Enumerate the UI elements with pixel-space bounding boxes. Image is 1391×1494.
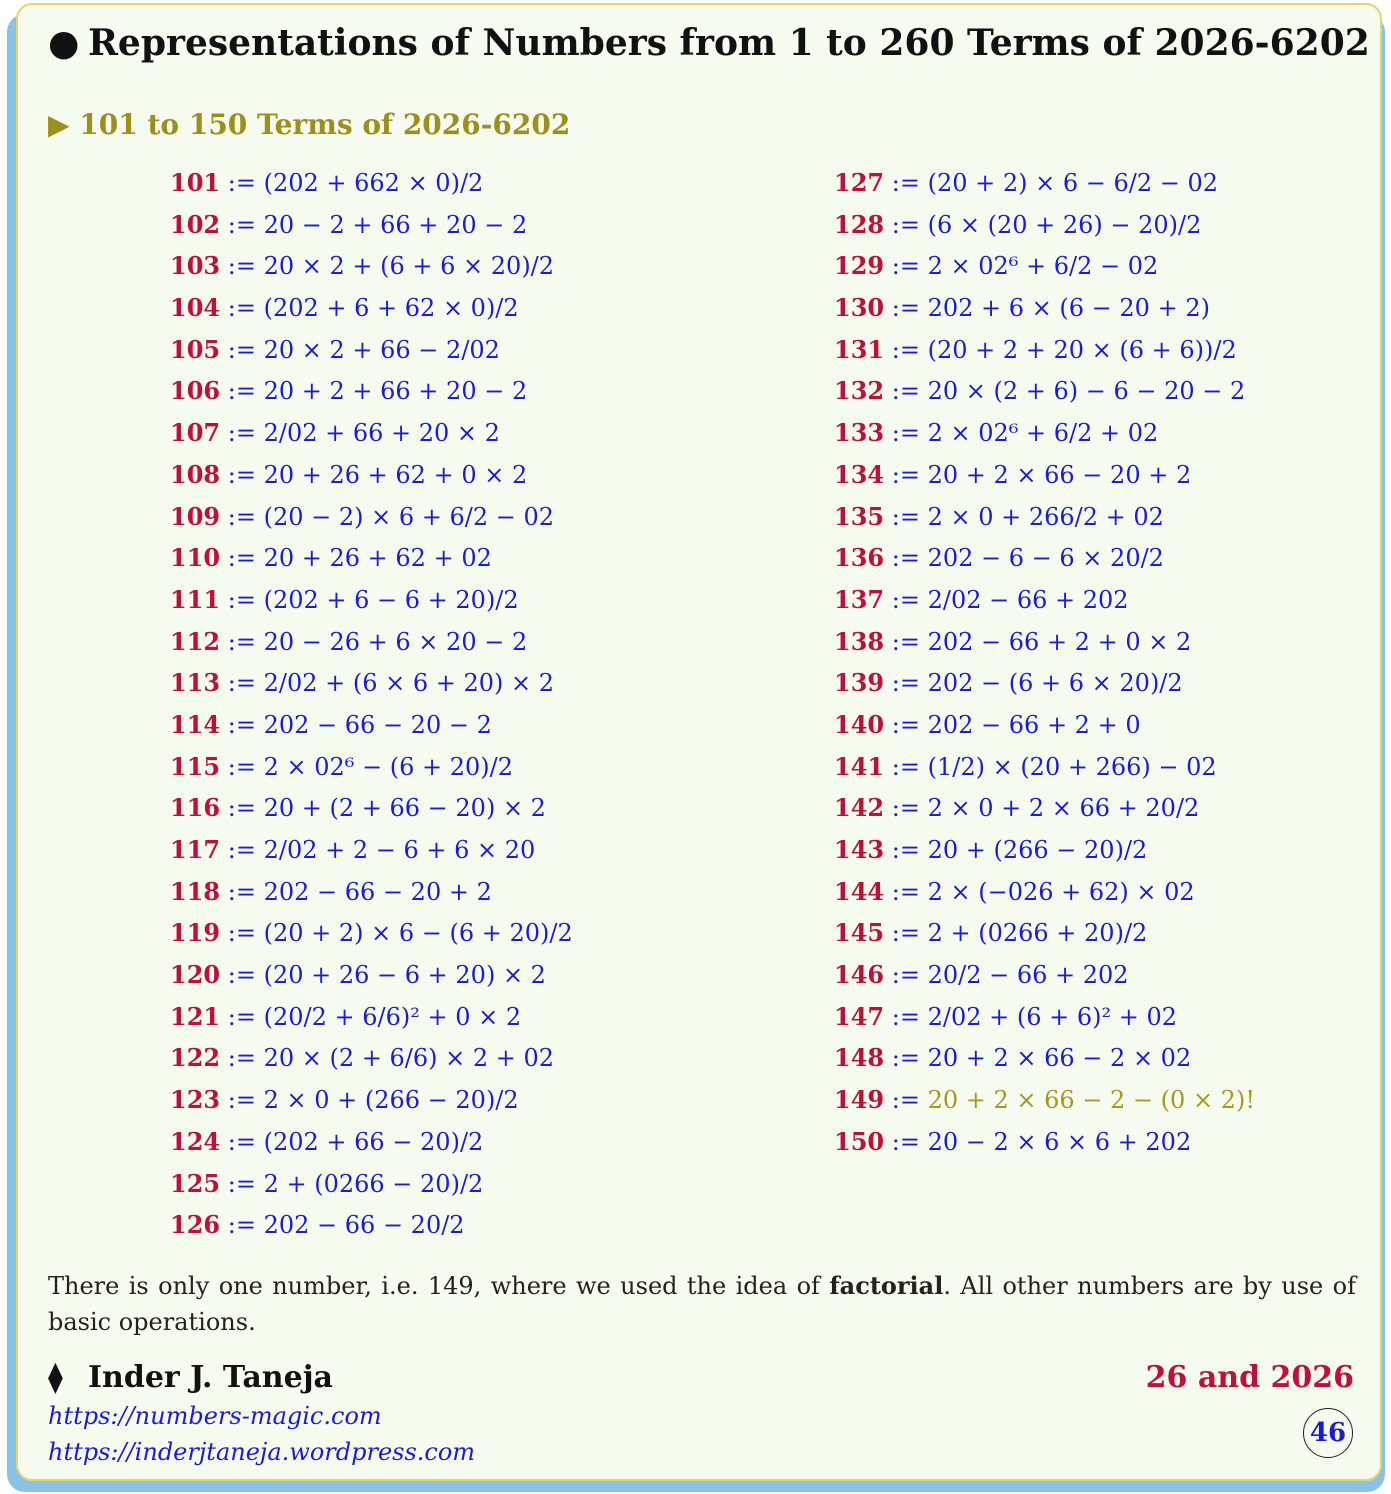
assign-symbol: := <box>227 710 256 739</box>
term-row <box>834 704 1255 746</box>
assign-symbol: := <box>227 210 256 239</box>
term-expression: 202 + 6 × (6 − 20 + 2) <box>927 294 1210 323</box>
term-row <box>834 496 1255 538</box>
term-expression: 2 × (−026 + 62) × 02 <box>927 877 1195 906</box>
term-expression: 20 + 26 + 62 + 02 <box>263 544 492 573</box>
term-expression: (20 + 2 + 20 × (6 + 6))/2 <box>927 335 1237 364</box>
right-column <box>834 162 1255 1163</box>
term-expression: 2 × 0 + 266/2 + 02 <box>927 502 1164 531</box>
term-expression: (20 − 2) × 6 + 6/2 − 02 <box>263 502 555 531</box>
assign-symbol: := <box>227 1211 256 1240</box>
assign-symbol: := <box>227 919 256 948</box>
term-expression: 2/02 + 2 − 6 + 6 × 20 <box>263 836 536 864</box>
assign-symbol: := <box>891 1002 920 1031</box>
term-expression: 2/02 + (6 + 6)² + 02 <box>927 1002 1178 1031</box>
term-number: 143 <box>834 835 885 864</box>
term-row <box>170 746 573 788</box>
assign-symbol: := <box>227 544 256 573</box>
term-row <box>834 621 1255 663</box>
assign-symbol: := <box>891 794 920 823</box>
term-number: 113 <box>170 668 221 698</box>
term-row <box>170 412 573 454</box>
assign-symbol: := <box>227 627 256 656</box>
term-number: 103 <box>170 251 221 281</box>
assign-symbol: := <box>891 961 920 990</box>
term-expression: (202 + 66 − 20)/2 <box>263 1127 484 1156</box>
assign-symbol: := <box>891 544 920 573</box>
term-row <box>170 829 573 871</box>
term-number: 141 <box>834 751 885 781</box>
term-row <box>834 412 1255 454</box>
term-expression: 2/02 − 66 + 202 <box>927 585 1129 614</box>
term-expression: 2 + (0266 − 20)/2 <box>263 1169 484 1198</box>
note-after: . All other numbers are by use of basic operations. <box>48 1272 1356 1336</box>
term-number: 145 <box>834 918 885 948</box>
term-row <box>834 787 1255 829</box>
assign-symbol: := <box>227 1086 256 1115</box>
term-row <box>834 1121 1255 1163</box>
term-expression: 20 − 26 + 6 × 20 − 2 <box>263 627 528 656</box>
term-row <box>170 912 573 954</box>
term-row <box>834 454 1255 496</box>
term-row <box>834 1037 1255 1079</box>
assign-symbol: := <box>227 1169 256 1198</box>
term-number: 116 <box>170 793 221 823</box>
term-number: 112 <box>170 626 221 656</box>
assign-symbol: := <box>227 794 256 823</box>
term-expression: (1/2) × (20 + 266) − 02 <box>927 752 1217 781</box>
term-row <box>834 204 1255 246</box>
term-number: 111 <box>170 584 221 614</box>
term-expression: 20 + (266 − 20)/2 <box>927 836 1148 864</box>
assign-symbol: := <box>227 669 256 698</box>
term-expression: 202 − (6 + 6 × 20)/2 <box>927 669 1183 698</box>
assign-symbol: := <box>891 419 920 448</box>
term-number: 148 <box>834 1043 885 1073</box>
term-row <box>170 454 573 496</box>
assign-symbol: := <box>227 294 256 323</box>
term-row <box>834 954 1255 996</box>
note-paragraph <box>48 1268 1356 1340</box>
assign-symbol: := <box>227 752 256 781</box>
term-expression: 20 + 26 + 62 + 0 × 2 <box>263 460 528 489</box>
term-expression: 20 × 2 + 66 − 2/02 <box>263 335 500 364</box>
link-wordpress[interactable]: https://inderjtaneja.wordpress.com <box>48 1438 476 1466</box>
term-expression: 20 × (2 + 6) − 6 − 20 − 2 <box>927 377 1246 406</box>
term-number: 118 <box>170 876 221 906</box>
assign-symbol: := <box>891 919 920 948</box>
term-number: 127 <box>834 168 885 197</box>
term-row <box>170 621 573 663</box>
term-expression: 20 × (2 + 6/6) × 2 + 02 <box>263 1044 555 1073</box>
term-expression: 20 − 2 + 66 + 20 − 2 <box>263 210 528 239</box>
term-number: 137 <box>834 584 885 614</box>
term-expression: (202 + 6 − 6 + 20)/2 <box>263 585 519 614</box>
term-number: 105 <box>170 334 221 364</box>
term-expression: 202 − 66 + 2 + 0 <box>927 710 1141 739</box>
assign-symbol: := <box>227 1127 256 1156</box>
term-number: 130 <box>834 293 885 323</box>
term-row <box>834 662 1255 704</box>
term-number: 124 <box>170 1126 221 1156</box>
term-number: 150 <box>834 1126 885 1156</box>
assign-symbol: := <box>227 335 256 364</box>
term-row <box>170 1079 573 1121</box>
term-number: 120 <box>170 960 221 990</box>
term-number: 109 <box>170 501 221 531</box>
term-expression: 20 × 2 + (6 + 6 × 20)/2 <box>263 252 555 281</box>
term-row <box>170 954 573 996</box>
term-number: 101 <box>170 168 221 197</box>
assign-symbol: := <box>891 335 920 364</box>
term-row <box>170 329 573 371</box>
term-number: 119 <box>170 918 221 948</box>
assign-symbol: := <box>227 377 256 406</box>
assign-symbol: := <box>891 877 920 906</box>
term-number: 125 <box>170 1168 221 1198</box>
term-row <box>834 746 1255 788</box>
term-row <box>834 871 1255 913</box>
term-number: 122 <box>170 1043 221 1073</box>
term-expression: 2 + (0266 + 20)/2 <box>927 919 1148 948</box>
term-number: 123 <box>170 1085 221 1115</box>
term-number: 142 <box>834 793 885 823</box>
assign-symbol: := <box>227 585 256 614</box>
assign-symbol: := <box>227 877 256 906</box>
assign-symbol: := <box>891 752 920 781</box>
term-row <box>170 204 573 246</box>
assign-symbol: := <box>891 502 920 531</box>
assign-symbol: := <box>227 169 256 197</box>
term-number: 115 <box>170 751 221 781</box>
term-row <box>834 329 1255 371</box>
term-number: 135 <box>834 501 885 531</box>
assign-symbol: := <box>227 502 256 531</box>
year-label: 26 and 2026 <box>1145 1360 1354 1395</box>
page-number: 46 <box>1303 1408 1353 1458</box>
assign-symbol: := <box>891 252 920 281</box>
term-expression: 202 − 66 − 20 − 2 <box>263 710 492 739</box>
term-row <box>170 787 573 829</box>
term-expression: 202 − 66 + 2 + 0 × 2 <box>927 627 1192 656</box>
assign-symbol: := <box>891 669 920 698</box>
left-column <box>170 162 573 1246</box>
term-expression: 202 − 6 − 6 × 20/2 <box>927 544 1164 573</box>
term-row <box>170 996 573 1038</box>
note-before: There is only one number, i.e. 149, where we used the idea of <box>48 1272 830 1300</box>
assign-symbol: := <box>891 627 920 656</box>
assign-symbol: := <box>891 836 920 864</box>
assign-symbol: := <box>891 585 920 614</box>
term-row <box>834 996 1255 1038</box>
assign-symbol: := <box>891 169 920 197</box>
term-row <box>834 912 1255 954</box>
term-number: 129 <box>834 251 885 281</box>
term-row <box>834 287 1255 329</box>
term-number: 138 <box>834 626 885 656</box>
author <box>48 1360 333 1395</box>
term-row <box>170 245 573 287</box>
term-number: 108 <box>170 459 221 489</box>
term-expression: 2 × 0 + 2 × 66 + 20/2 <box>927 794 1200 823</box>
term-number: 139 <box>834 668 885 698</box>
page-title <box>48 22 1370 64</box>
term-number: 147 <box>834 1001 885 1031</box>
link-numbers-magic[interactable]: https://numbers-magic.com <box>48 1402 382 1430</box>
term-expression: (6 × (20 + 26) − 20)/2 <box>927 210 1202 239</box>
term-expression: 202 − 66 − 20 + 2 <box>263 877 492 906</box>
term-row <box>170 704 573 746</box>
term-row <box>170 1163 573 1205</box>
term-row <box>834 162 1255 204</box>
term-row <box>170 1037 573 1079</box>
assign-symbol: := <box>227 961 256 990</box>
assign-symbol: := <box>891 1044 920 1073</box>
term-row <box>170 287 573 329</box>
term-row <box>170 537 573 579</box>
diamond-icon: ⧫ <box>48 1360 63 1395</box>
term-number: 104 <box>170 293 221 323</box>
term-expression: 20 − 2 × 6 × 6 + 202 <box>927 1127 1192 1156</box>
assign-symbol: := <box>227 419 256 448</box>
bullet-icon: ● <box>48 22 80 64</box>
term-row <box>170 162 573 204</box>
assign-symbol: := <box>891 460 920 489</box>
assign-symbol: := <box>227 460 256 489</box>
term-number: 134 <box>834 459 885 489</box>
assign-symbol: := <box>891 1086 920 1115</box>
term-row <box>170 1204 573 1246</box>
term-expression: 20 + 2 × 66 − 2 − (0 × 2)! <box>927 1086 1255 1115</box>
term-number: 149 <box>834 1085 885 1115</box>
note-bold: factorial <box>829 1271 944 1300</box>
term-expression: (20 + 2) × 6 − 6/2 − 02 <box>927 169 1219 197</box>
term-expression: 20 + (2 + 66 − 20) × 2 <box>263 794 546 823</box>
term-row <box>834 1079 1255 1121</box>
term-expression: 2/02 + (6 × 6 + 20) × 2 <box>263 669 555 698</box>
term-expression: 2 × 02⁶ + 6/2 − 02 <box>927 252 1159 281</box>
assign-symbol: := <box>227 1002 256 1031</box>
term-number: 126 <box>170 1210 221 1240</box>
assign-symbol: := <box>891 710 920 739</box>
term-row <box>170 370 573 412</box>
assign-symbol: := <box>891 377 920 406</box>
term-row <box>834 245 1255 287</box>
assign-symbol: := <box>891 294 920 323</box>
page-title-text: Representations of Numbers from 1 to 260 Terms of 2026-6202 <box>88 22 1370 64</box>
term-expression: 2 × 0 + (266 − 20)/2 <box>263 1086 519 1115</box>
term-expression: 20 + 2 × 66 − 2 × 02 <box>927 1044 1192 1073</box>
term-number: 136 <box>834 543 885 573</box>
term-number: 131 <box>834 334 885 364</box>
term-expression: 20 + 2 × 66 − 20 + 2 <box>927 460 1192 489</box>
term-number: 110 <box>170 543 221 573</box>
term-expression: (20 + 2) × 6 − (6 + 20)/2 <box>263 919 573 948</box>
term-number: 117 <box>170 835 221 864</box>
term-row <box>170 662 573 704</box>
section-subtitle: ▶ 101 to 150 Terms of 2026-6202 <box>48 108 571 141</box>
term-expression: 202 − 66 − 20/2 <box>263 1211 465 1240</box>
term-row <box>170 1121 573 1163</box>
term-expression: 20 + 2 + 66 + 20 − 2 <box>263 377 528 406</box>
term-number: 114 <box>170 709 221 739</box>
term-expression: 2/02 + 66 + 20 × 2 <box>263 419 500 448</box>
term-row <box>834 370 1255 412</box>
term-expression: (202 + 6 + 62 × 0)/2 <box>263 294 519 323</box>
term-number: 133 <box>834 418 885 448</box>
term-number: 140 <box>834 709 885 739</box>
term-expression: 2 × 02⁶ + 6/2 + 02 <box>927 419 1159 448</box>
term-row <box>170 579 573 621</box>
term-expression: (202 + 662 × 0)/2 <box>263 169 484 197</box>
assign-symbol: := <box>227 252 256 281</box>
author-name: Inder J. Taneja <box>88 1360 333 1395</box>
assign-symbol: := <box>891 210 920 239</box>
term-expression: 2 × 02⁶ − (6 + 20)/2 <box>263 752 514 781</box>
term-expression: (20 + 26 − 6 + 20) × 2 <box>263 961 546 990</box>
term-number: 106 <box>170 376 221 406</box>
term-number: 102 <box>170 209 221 239</box>
term-number: 144 <box>834 876 885 906</box>
term-row <box>834 537 1255 579</box>
term-number: 128 <box>834 209 885 239</box>
term-row <box>834 829 1255 871</box>
term-row <box>170 496 573 538</box>
assign-symbol: := <box>891 1127 920 1156</box>
term-number: 107 <box>170 418 221 448</box>
term-expression: (20/2 + 6/6)² + 0 × 2 <box>263 1002 522 1031</box>
term-number: 121 <box>170 1001 221 1031</box>
assign-symbol: := <box>227 1044 256 1073</box>
term-row <box>834 579 1255 621</box>
assign-symbol: := <box>227 836 256 864</box>
term-number: 146 <box>834 960 885 990</box>
term-expression: 20/2 − 66 + 202 <box>927 961 1129 990</box>
term-row <box>170 871 573 913</box>
term-number: 132 <box>834 376 885 406</box>
